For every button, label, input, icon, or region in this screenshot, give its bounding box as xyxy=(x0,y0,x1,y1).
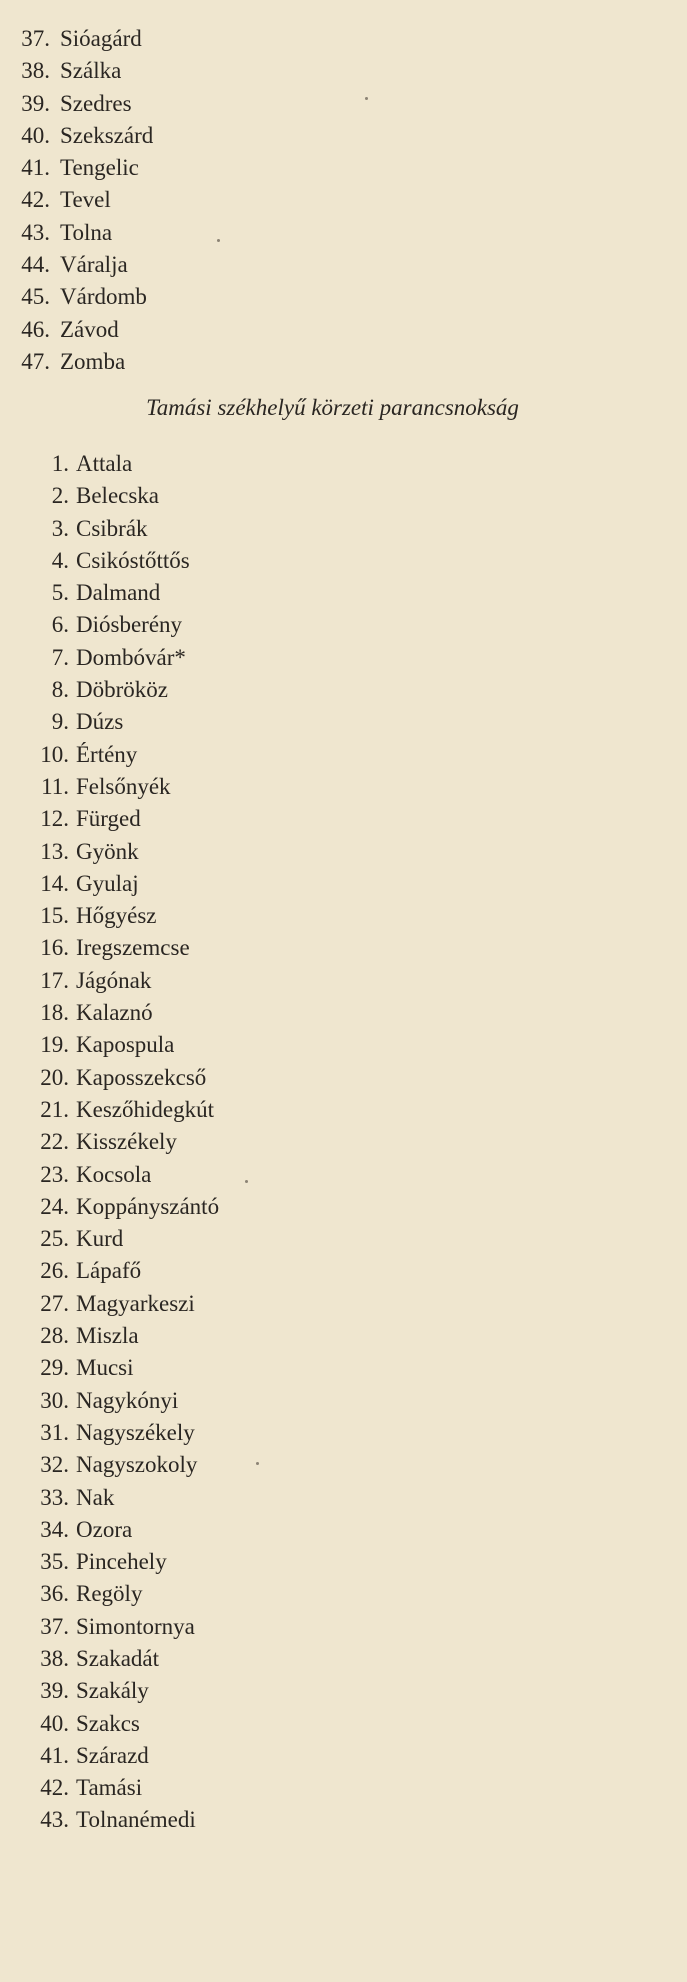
settlement-name: Ozora xyxy=(76,1516,133,1542)
settlement-name: Kaposszekcső xyxy=(76,1064,207,1090)
list-item xyxy=(0,1385,320,1417)
list-item xyxy=(0,1708,320,1740)
list-item xyxy=(0,577,320,609)
item-number: 2. xyxy=(51,483,69,509)
list-item xyxy=(0,1804,320,1836)
item-number: 36. xyxy=(40,1581,69,1607)
settlement-name: Szakcs xyxy=(76,1710,140,1736)
settlement-name: Regöly xyxy=(76,1581,143,1607)
list-item xyxy=(0,1417,320,1449)
list-item xyxy=(0,88,320,120)
item-number: 40. xyxy=(40,1710,69,1736)
list-item xyxy=(0,346,320,378)
item-number: 42. xyxy=(21,187,50,213)
settlement-name: Attala xyxy=(76,451,133,476)
list-item xyxy=(0,1643,320,1675)
list-item xyxy=(0,674,320,706)
item-number: 29. xyxy=(40,1355,69,1381)
scan-speck xyxy=(365,97,368,100)
item-number: 27. xyxy=(40,1290,69,1316)
item-number: 4. xyxy=(51,547,69,573)
settlement-name: Mucsi xyxy=(76,1355,134,1381)
item-number: 8. xyxy=(51,677,69,703)
settlement-name: Diósberény xyxy=(76,612,183,638)
item-number: 41. xyxy=(40,1742,69,1768)
settlement-name: Szakadát xyxy=(76,1645,160,1671)
list-item xyxy=(0,1546,320,1578)
scan-speck xyxy=(256,1462,259,1465)
settlement-name: Tolna xyxy=(60,219,113,245)
item-number: 40. xyxy=(21,122,50,148)
settlement-name: Döbrököz xyxy=(76,677,168,703)
settlement-name: Nagykónyi xyxy=(76,1387,179,1413)
list-item xyxy=(0,868,320,900)
item-number: 6. xyxy=(51,612,69,638)
item-number: 21. xyxy=(40,1096,69,1122)
list-item xyxy=(0,609,320,641)
settlement-name: Szekszárd xyxy=(60,122,154,148)
item-number: 17. xyxy=(40,967,69,993)
item-number: 35. xyxy=(40,1549,69,1575)
item-number: 33. xyxy=(40,1484,69,1510)
settlement-name: Koppányszántó xyxy=(76,1193,220,1219)
list-item xyxy=(0,803,320,835)
settlement-name: Dúzs xyxy=(76,709,124,735)
settlement-name: Várdomb xyxy=(60,284,147,310)
settlement-name: Csikóstőttős xyxy=(76,547,190,573)
item-number: 39. xyxy=(21,90,50,116)
list-item xyxy=(0,1514,320,1546)
settlement-name: Kapospula xyxy=(76,1032,175,1058)
settlement-name: Pincehely xyxy=(76,1549,167,1575)
item-number: 16. xyxy=(40,935,69,961)
list-item xyxy=(0,249,320,281)
item-number: 38. xyxy=(40,1645,69,1671)
list-item xyxy=(0,1740,320,1772)
settlement-name: Fürged xyxy=(76,806,141,832)
list-item xyxy=(0,1126,320,1158)
item-number: 14. xyxy=(40,870,69,896)
item-number: 5. xyxy=(51,580,69,606)
item-number: 44. xyxy=(21,252,50,278)
settlement-name: Hőgyész xyxy=(76,903,157,929)
item-number: 42. xyxy=(40,1775,69,1801)
item-number: 46. xyxy=(21,316,50,342)
settlement-name: Nagyszékely xyxy=(76,1419,195,1445)
list-item xyxy=(0,1094,320,1126)
settlement-name: Keszőhidegkút xyxy=(76,1096,214,1122)
item-number: 26. xyxy=(40,1258,69,1284)
settlement-name: Dalmand xyxy=(76,580,161,606)
settlement-name: Kocsola xyxy=(76,1161,152,1187)
list-item xyxy=(0,1675,320,1707)
list-item xyxy=(0,217,320,249)
settlement-name: Gyönk xyxy=(76,838,139,864)
list-item xyxy=(0,1029,320,1061)
scan-speck xyxy=(217,239,220,242)
settlement-name: Tengelic xyxy=(60,155,139,181)
list-item xyxy=(0,1062,320,1094)
item-number: 38. xyxy=(21,58,50,84)
list-item xyxy=(0,184,320,216)
settlement-name: Simontornya xyxy=(76,1613,195,1639)
list-item xyxy=(0,965,320,997)
list-item xyxy=(0,152,320,184)
settlement-name: Závod xyxy=(60,316,119,342)
item-number: 13. xyxy=(40,838,69,864)
settlement-name: Szárazd xyxy=(76,1742,149,1768)
item-number: 45. xyxy=(21,284,50,310)
list-item xyxy=(0,1223,320,1255)
list-item xyxy=(0,771,320,803)
settlement-name: Gyulaj xyxy=(76,870,139,896)
settlement-name: Kalaznó xyxy=(76,1000,153,1026)
list-item xyxy=(0,1482,320,1514)
list-item xyxy=(0,314,320,346)
settlement-name: Felsőnyék xyxy=(76,773,171,799)
list-item xyxy=(0,480,320,512)
list-item xyxy=(0,448,320,480)
item-number: 37. xyxy=(40,1613,69,1639)
list-item xyxy=(0,932,320,964)
settlement-name: Iregszemcse xyxy=(76,935,190,961)
item-number: 18. xyxy=(40,1000,69,1026)
item-number: 1. xyxy=(51,451,69,476)
scan-speck xyxy=(245,1180,248,1183)
list-item xyxy=(0,545,320,577)
list-item xyxy=(0,55,320,87)
item-number: 47. xyxy=(21,348,50,374)
item-number: 11. xyxy=(41,773,69,799)
list-item xyxy=(0,1159,320,1191)
list-item xyxy=(0,706,320,738)
section-heading: Tamási székhelyű körzeti parancsnokság xyxy=(146,395,519,420)
item-number: 22. xyxy=(40,1129,69,1155)
settlement-name: Jágónak xyxy=(76,967,152,993)
settlement-name: Kurd xyxy=(76,1226,124,1252)
item-number: 12. xyxy=(40,806,69,832)
settlement-list-tamasi xyxy=(0,448,320,1837)
settlement-name: Szálka xyxy=(60,58,122,84)
list-item xyxy=(0,1191,320,1223)
list-item xyxy=(0,1288,320,1320)
item-number: 32. xyxy=(40,1452,69,1478)
settlement-name: Nak xyxy=(76,1484,115,1510)
list-item xyxy=(0,642,320,674)
item-number: 28. xyxy=(40,1323,69,1349)
settlement-name: Tevel xyxy=(60,187,111,213)
list-item xyxy=(0,1352,320,1384)
settlement-name: Szakály xyxy=(76,1678,149,1704)
item-number: 23. xyxy=(40,1161,69,1187)
settlement-name: Csibrák xyxy=(76,515,148,541)
settlement-name: Magyarkeszi xyxy=(76,1290,195,1316)
list-item xyxy=(0,1578,320,1610)
list-item xyxy=(0,281,320,313)
settlement-name: Dombóvár* xyxy=(76,644,186,670)
item-number: 39. xyxy=(40,1678,69,1704)
settlement-name: Váralja xyxy=(60,252,128,278)
settlement-name: Belecska xyxy=(76,483,160,509)
settlement-name: Szedres xyxy=(60,90,132,116)
settlement-list-top xyxy=(0,0,320,378)
item-number: 15. xyxy=(40,903,69,929)
list-item xyxy=(0,997,320,1029)
item-number: 19. xyxy=(40,1032,69,1058)
item-number: 30. xyxy=(40,1387,69,1413)
item-number: 34. xyxy=(40,1516,69,1542)
item-number: 10. xyxy=(40,741,69,767)
settlement-name: Értény xyxy=(76,741,138,767)
settlement-name: Lápafő xyxy=(76,1258,142,1284)
item-number: 3. xyxy=(51,515,69,541)
item-number: 20. xyxy=(40,1064,69,1090)
list-item xyxy=(0,1772,320,1804)
list-item xyxy=(0,120,320,152)
list-item xyxy=(0,1611,320,1643)
item-number: 41. xyxy=(21,155,50,181)
item-number: 31. xyxy=(40,1419,69,1445)
item-number: 24. xyxy=(40,1193,69,1219)
settlement-name: Nagyszokoly xyxy=(76,1452,198,1478)
list-item xyxy=(0,900,320,932)
item-number: 43. xyxy=(40,1807,69,1833)
list-item xyxy=(0,513,320,545)
item-number: 25. xyxy=(40,1226,69,1252)
list-item xyxy=(0,739,320,771)
list-item xyxy=(0,1255,320,1287)
settlement-name: Tolnanémedi xyxy=(76,1807,196,1833)
item-number: 9. xyxy=(51,709,69,735)
settlement-name: Zomba xyxy=(60,348,126,374)
settlement-name: Sióagárd xyxy=(60,26,142,51)
list-item xyxy=(0,23,320,55)
item-number: 37. xyxy=(21,26,50,51)
item-number: 43. xyxy=(21,219,50,245)
settlement-name: Tamási xyxy=(76,1775,143,1801)
settlement-name: Kisszékely xyxy=(76,1129,177,1155)
list-item xyxy=(0,836,320,868)
list-item xyxy=(0,1320,320,1352)
list-item xyxy=(0,1449,320,1481)
item-number: 7. xyxy=(51,644,69,670)
settlement-name: Miszla xyxy=(76,1323,139,1349)
